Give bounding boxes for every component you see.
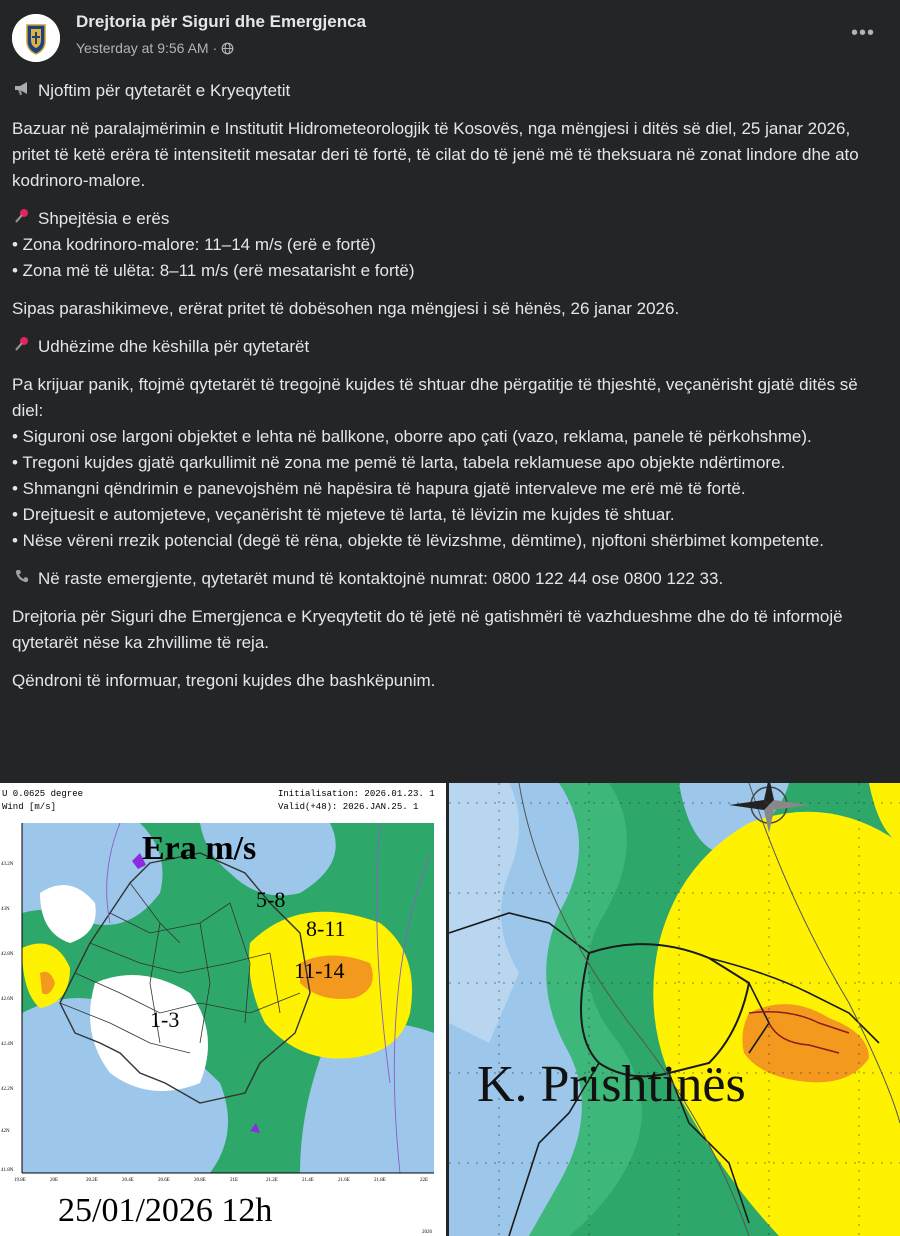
post-body (12, 78, 886, 706)
list-item: • Drejtuesit e automjeteve, veçanërisht të mjeteve të larta, të lëvizin me kujdes të shtuar. (12, 505, 675, 524)
x-tick: 21.4E (302, 1178, 314, 1183)
y-tick: 42.4N (1, 1042, 14, 1047)
x-tick: 21.6E (338, 1178, 350, 1183)
post-meta (76, 40, 234, 56)
guidance-section (12, 372, 886, 554)
timestamp-link[interactable]: Yesterday at 9:56 AM (76, 40, 209, 56)
paragraph-readiness: Drejtoria për Siguri dhe Emergjenca e Kryeqytetit do të jetë në gatishmëri të vazhdueshme dhe do të informojë qytetarët nëse ka zhvillime të reja. (12, 607, 843, 652)
globe-icon[interactable] (221, 42, 234, 55)
avatar[interactable] (12, 14, 60, 62)
map-corner-text: 2026 (422, 1230, 432, 1235)
crest-icon (12, 14, 60, 62)
y-tick: 42N (1, 1129, 10, 1134)
prishtina-zoom-map-image[interactable] (449, 783, 900, 1236)
guidance-title: Udhëzime dhe këshilla për qytetarët (38, 337, 310, 356)
map-header-resolution: U 0.0625 degree (2, 789, 84, 799)
announcement-line: Njoftim për qytetarët e Kryeqytetit (12, 78, 886, 104)
wind-map-graphic (0, 783, 446, 1236)
emergency-contact: Në raste emergjente, qytetarët mund të kontaktojnë numrat: 0800 122 44 ose 0800 122 33. (38, 569, 724, 588)
map-header-init: Initialisation: 2026.01.23. 1 (278, 789, 435, 799)
prishtina-map-graphic (449, 783, 900, 1236)
x-tick: 20.6E (158, 1178, 170, 1183)
x-tick: 20.8E (194, 1178, 206, 1183)
y-tick: 41.8N (1, 1168, 14, 1173)
wind-speed-title: Shpejtësia e erës (38, 209, 170, 228)
x-tick: 21.2E (266, 1178, 278, 1183)
photo-gallery (0, 783, 900, 1236)
y-tick: 43N (1, 907, 10, 912)
map-header-variable: Wind [m/s] (2, 802, 57, 812)
paragraph-closing: Qëndroni të informuar, tregoni kujdes dhe bashkëpunim. (12, 671, 436, 690)
list-item: • Nëse vëreni rrezik potencial (degë të rëna, objekte të lëvizshme, dëmtime), njoftoni shërbimet kompetente. (12, 531, 824, 550)
x-tick: 21E (230, 1178, 239, 1183)
guidance-intro: Pa krijuar panik, ftojmë qytetarët të tregojnë kujdes të shtuar dhe përgatitje të thjeshtë, veçanërisht gjatë ditës së diel: (12, 375, 858, 420)
page-name-link[interactable]: Drejtoria për Siguri dhe Emergjenca (76, 12, 367, 31)
y-tick: 43.2N (1, 862, 14, 867)
emergency-contact-line (12, 566, 886, 592)
pushpin-icon (12, 206, 32, 232)
list-item: • Zona më të ulëta: 8–11 m/s (erë mesatarisht e fortë) (12, 261, 415, 280)
pushpin-icon (12, 334, 32, 360)
x-tick: 22E (420, 1178, 429, 1183)
x-tick: 20.2E (86, 1178, 98, 1183)
more-options-button[interactable]: ••• (850, 22, 875, 44)
list-item: • Siguroni ose largoni objektet e lehta në ballkone, oborre apo çati (vazo, reklama, panele të përkohshme). (12, 427, 812, 446)
y-tick: 42.6N (1, 997, 14, 1002)
list-item: • Zona kodrinoro-malore: 11–14 m/s (erë e fortë) (12, 235, 376, 254)
map-title: Era m/s (142, 830, 257, 867)
y-tick: 42.2N (1, 1087, 14, 1092)
list-item: • Shmangni qëndrimin e panevojshëm në hapësira të hapura gjatë intervaleve me erë më të fortë. (12, 479, 746, 498)
guidance-title-line (12, 334, 886, 360)
phone-icon (12, 566, 32, 592)
megaphone-icon (12, 78, 32, 104)
wind-forecast-map-image[interactable] (0, 783, 446, 1236)
prishtina-label: K. Prishtinës (477, 1056, 746, 1113)
post-header (0, 0, 900, 72)
x-tick: 19.8E (14, 1178, 26, 1183)
y-tick: 42.8N (1, 952, 14, 957)
wind-label-5-8: 5-8 (256, 887, 286, 912)
wind-label-8-11: 8-11 (306, 916, 346, 941)
forecast-date: 25/01/2026 12h (58, 1192, 273, 1229)
wind-label-1-3: 1-3 (150, 1007, 180, 1032)
list-item: • Tregoni kujdes gjatë qarkullimit në zona me pemë të larta, tabela reklamuese apo objekte ndërtimore. (12, 453, 786, 472)
meta-separator: · (212, 40, 218, 56)
x-tick: 20.4E (122, 1178, 134, 1183)
paragraph-weakening: Sipas parashikimeve, erërat pritet të dobësohen nga mëngjesi i së hënës, 26 janar 2026. (12, 299, 680, 318)
x-tick: 20E (50, 1178, 59, 1183)
x-tick: 21.8E (374, 1178, 386, 1183)
wind-label-11-14: 11-14 (294, 958, 345, 983)
wind-speed-section (12, 206, 886, 284)
paragraph-forecast: Bazuar në paralajmërimin e Institutit Hidrometeorologjik të Kosovës, nga mëngjesi i ditës së diel, 25 janar 2026, pritet të ketë erëra të intensitetit mesatar deri të fortë, të cilat do të jenë më të theksuara në zonat lindore dhe ato kodrinoro-malore. (12, 119, 859, 190)
map-header-valid: Valid(+48): 2026.JAN.25. 1 (278, 802, 419, 812)
